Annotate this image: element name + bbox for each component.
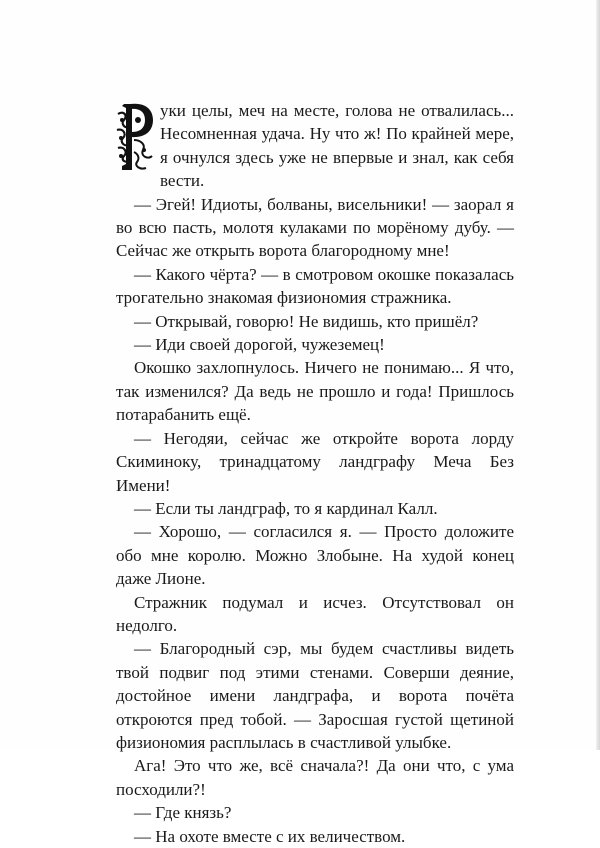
paragraph-6: Окошко захлопнулось. Ничего не понимаю... Я что, так изменился? Да ведь не прошло и года! Пришлось потарабанить ещё. [116, 358, 514, 425]
paragraph-7: — Негодяи, сейчас же откройте ворота лорду Скиминоку, тринадцатому ландграфу Меча Без Имени! [116, 428, 514, 495]
paragraph-13: — Где князь? [134, 803, 232, 823]
dropcap-letter-icon [116, 100, 154, 172]
paragraph-4: — Открывай, говорю! Не видишь, кто пришёл? [134, 311, 479, 331]
paragraph-10: Стражник подумал и исчез. Отсутствовал он недолго. [116, 592, 514, 635]
paragraph-2: — Эгей! Идиоты, болваны, висельники! — заорал я во всю пасть, молотя кулаками по морёному дубу. — Сейчас же открыть ворота благородному мне! [116, 194, 514, 261]
page-edge [596, 0, 600, 750]
paragraph-5: — Иди своей дорогой, чужеземец! [134, 335, 385, 355]
page-text [116, 99, 514, 848]
paragraph-3: — Какого чёрта? — в смотровом окошке показалась трогательно знакомая физиономия стражника. [116, 264, 514, 308]
dropcap-ornament [116, 100, 154, 172]
paragraph-1 [116, 99, 514, 193]
paragraph-12: Ага! Это что же, всё сначала?! Да они что, с ума посходили?! [116, 756, 514, 799]
paragraph-11: — Благородный сэр, мы будем счастливы видеть твой подвиг под этими стенами. Соверши деяние, достойное имени ландграфа, и ворота почёта откроются пред тобой. — Заросшая густой щетиной физиономия расплылась в счастливой улыбке. [116, 639, 514, 752]
paragraph-14: — На охоте вместе с их величеством. [134, 826, 406, 846]
paragraph-8: — Если ты ландграф, то я кардинал Калл. [134, 498, 438, 518]
paragraph-9: — Хорошо, — согласился я. — Просто доложите обо мне королю. Можно Злобыне. На худой конец даже Лионе. [116, 522, 514, 589]
paragraph-text: уки целы, меч на месте, голова не отвалилась... Несомненная удача. Ну что ж! По крайней мере, я очнулся здесь уже не впервые и знал, как себя вести. [160, 101, 514, 191]
